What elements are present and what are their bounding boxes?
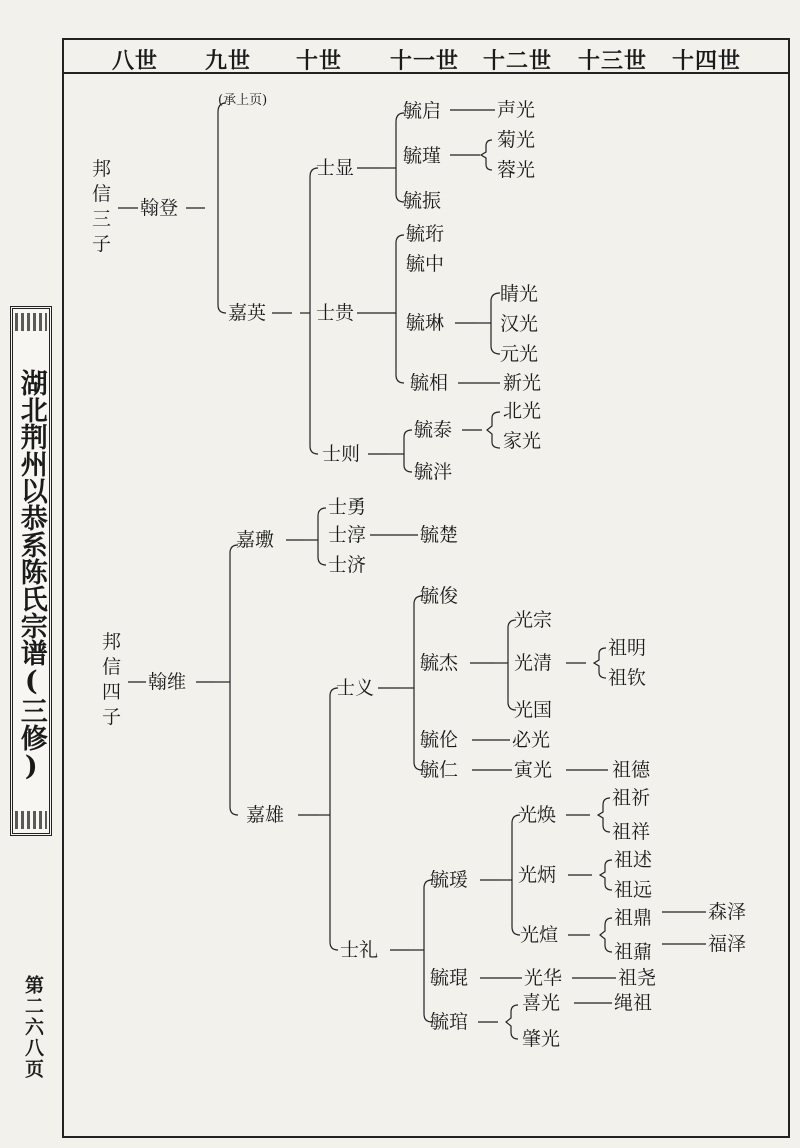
person-yuchu: 毓楚	[420, 524, 459, 546]
root-bangxin-third-son: 邦信三子	[92, 158, 112, 255]
person-jiaxiong: 嘉雄	[246, 804, 285, 826]
person-beiguang: 北光	[503, 400, 542, 422]
generation-header-12: 十二世	[483, 48, 553, 74]
generation-header-11: 十一世	[390, 48, 460, 74]
person-guanghuan: 光焕	[518, 804, 557, 826]
person-xinguang: 新光	[503, 372, 542, 394]
person-yinguang: 寅光	[514, 759, 553, 781]
person-shichun: 士淳	[328, 524, 367, 546]
person-yuren: 毓仁	[420, 759, 459, 781]
person-shiyi: 士义	[336, 677, 375, 699]
person-guangbing: 光炳	[518, 864, 557, 886]
person-zude: 祖德	[612, 759, 651, 781]
person-zunai: 祖鼐	[614, 941, 653, 963]
person-zuqi: 祖祈	[612, 787, 651, 809]
person-fuze: 福泽	[708, 933, 747, 955]
generation-header-13: 十三世	[578, 48, 648, 74]
person-shili: 士礼	[340, 939, 379, 961]
person-zuyuan: 祖远	[614, 879, 653, 901]
generation-header-10: 十世	[296, 48, 343, 74]
person-yujun: 毓俊	[420, 585, 459, 607]
person-zuding: 祖鼎	[614, 907, 653, 929]
person-zuming: 祖明	[608, 637, 647, 659]
person-jiazhuan: 嘉璷	[236, 529, 275, 551]
person-jiaguang: 家光	[503, 430, 542, 452]
person-guangzong: 光宗	[514, 609, 553, 631]
person-juguang: 菊光	[497, 129, 536, 151]
person-shengguang: 声光	[497, 99, 536, 121]
person-yuanguang: 元光	[500, 343, 539, 365]
person-jiaying: 嘉英	[228, 302, 267, 324]
continued-note: (承上页)	[218, 93, 268, 108]
person-yuqi: 毓启	[403, 100, 442, 122]
person-yuxiang: 毓相	[410, 372, 449, 394]
generation-header-14: 十四世	[672, 48, 742, 74]
person-handeng: 翰登	[140, 197, 179, 219]
person-shigui: 士贵	[316, 302, 355, 324]
person-biguang: 必光	[512, 729, 551, 751]
person-yulun: 毓伦	[420, 729, 459, 751]
person-yuzhong: 毓中	[406, 253, 445, 275]
person-rongguang: 蓉光	[497, 159, 536, 181]
person-zuqin: 祖钦	[608, 667, 647, 689]
person-hanguang: 汉光	[500, 313, 539, 335]
person-shengzu: 绳祖	[614, 992, 653, 1014]
person-yutai: 毓泰	[414, 419, 453, 441]
person-yujie: 毓杰	[420, 652, 459, 674]
person-shize: 士则	[322, 443, 361, 465]
person-yuguan: 毓琯	[430, 1011, 469, 1033]
person-yuzhen: 毓振	[403, 190, 442, 212]
person-guangxuan: 光煊	[520, 924, 559, 946]
person-yuheng: 毓珩	[406, 223, 445, 245]
person-senze: 森泽	[708, 901, 747, 923]
person-zuyao: 祖尧	[618, 967, 657, 989]
person-zhaoguang: 肇光	[522, 1028, 561, 1050]
generation-header-8: 八世	[112, 48, 159, 74]
person-xiguang: 喜光	[522, 992, 561, 1014]
person-yulin: 毓琳	[406, 312, 445, 334]
generation-header-9: 九世	[205, 48, 252, 74]
person-guangguo: 光国	[514, 699, 553, 721]
person-yujin: 毓瑾	[403, 145, 442, 167]
person-shixian: 士显	[316, 157, 355, 179]
person-yupan: 毓泮	[414, 461, 453, 483]
person-jingguang: 睛光	[500, 283, 539, 305]
person-zushu: 祖述	[614, 849, 653, 871]
person-hanwei: 翰维	[148, 671, 187, 693]
page-number: 第二六八页	[22, 975, 44, 1080]
person-shiji: 士济	[328, 554, 367, 576]
person-shiyong: 士勇	[328, 496, 367, 518]
person-yukun: 毓琨	[430, 967, 469, 989]
root-bangxin-fourth-son: 邦信四子	[102, 631, 122, 728]
book-title: 湖北荆州以恭系陈氏宗谱(三修)	[15, 368, 47, 782]
person-guanghua: 光华	[524, 967, 563, 989]
person-zuxiang: 祖祥	[612, 821, 651, 843]
person-guangqing: 光清	[514, 652, 553, 674]
person-yuyuan: 毓瑗	[430, 869, 469, 891]
